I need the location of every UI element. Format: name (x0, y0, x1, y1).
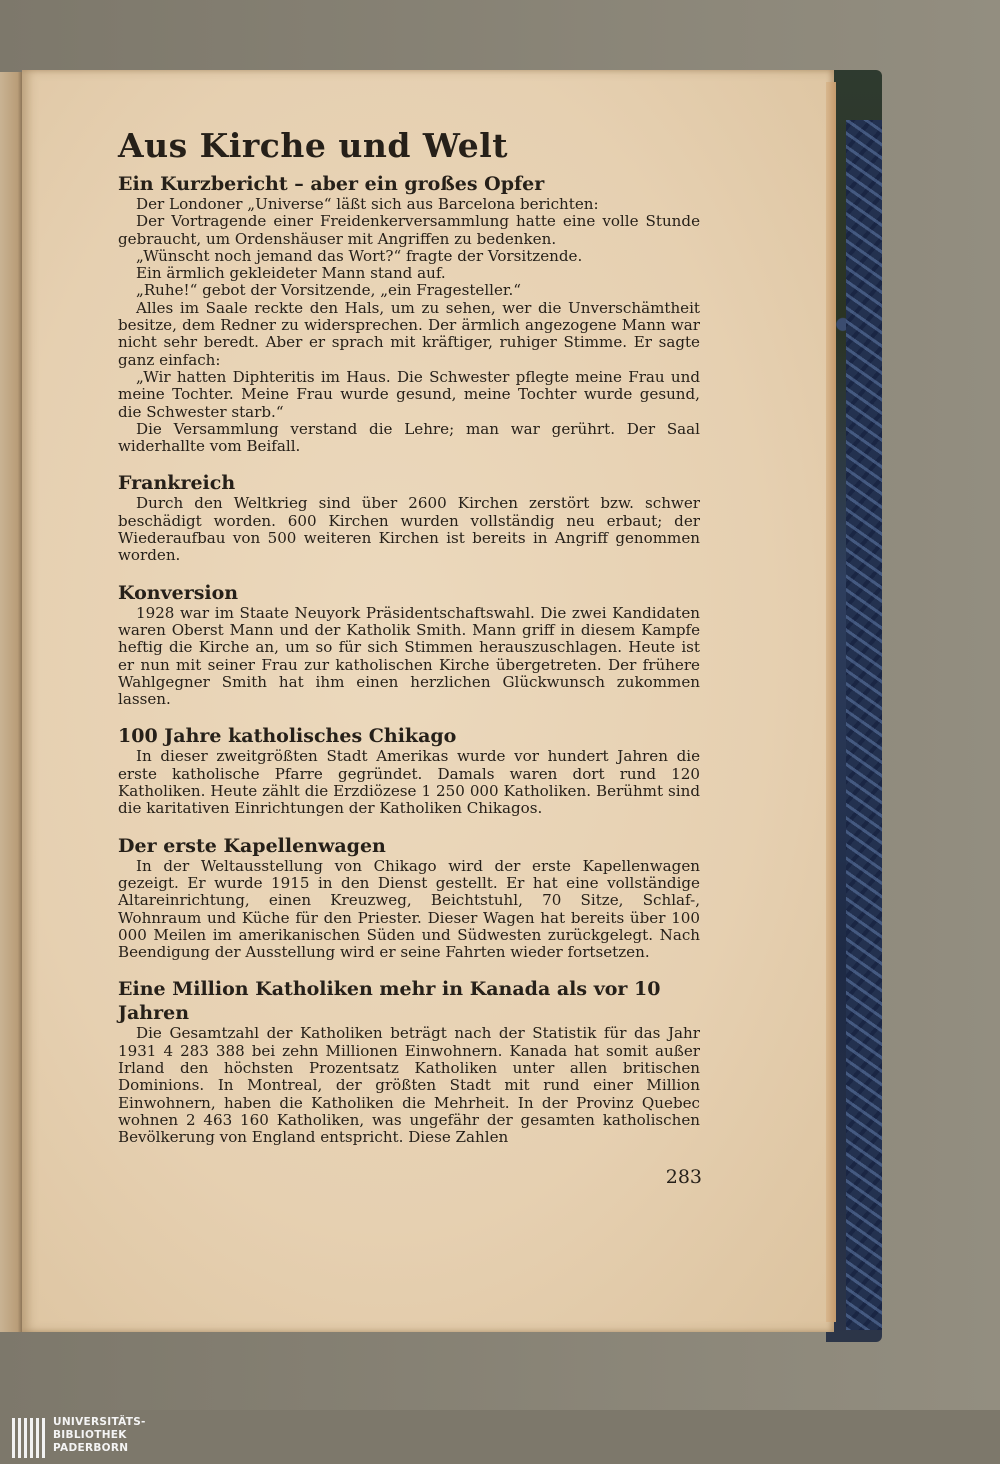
paragraph: Ein ärmlich gekleideter Mann stand auf. (136, 264, 446, 283)
paragraph: Der Londoner „Universe“ läßt sich aus Barcelona berichten: (136, 195, 599, 213)
article-section (118, 581, 700, 709)
library-logo-text (53, 1416, 146, 1455)
article-section (118, 834, 700, 962)
page-title: Aus Kirche und Welt (118, 126, 509, 165)
paragraph: „Wir hatten Diphteritis im Haus. Die Schwester pflegte meine Frau und meine Tochter. Meine Frau wurde gesund, meine Tochter wurde gesund, die Schwester starb.“ (118, 367, 700, 421)
section-heading: Frankreich (118, 472, 236, 495)
article-section (118, 977, 700, 1146)
article-section (118, 471, 700, 564)
page-number: 283 (665, 1166, 702, 1188)
paragraph: „Wünscht noch jemand das Wort?“ fragte der Vorsitzende. (136, 246, 583, 265)
logo-line: PADERBORN (53, 1442, 129, 1454)
section-heading: 100 Jahre katholisches Chikago (118, 725, 457, 748)
marbled-cover-pattern (846, 120, 882, 1330)
section-heading: Eine Million Katholiken mehr in Kanada als vor 10 Jahren (118, 978, 661, 1025)
paragraph: Die Versammlung verstand die Lehre; man war gerührt. Der Saal widerhallte vom Beifall. (118, 419, 700, 456)
paragraph: Der Vortragende einer Freidenkerversammlung hatte eine volle Stunde gebraucht, um Ordenshäuser mit Angriffen zu bedenken. (118, 212, 700, 248)
paragraph: Die Gesamtzahl der Katholiken beträgt nach der Statistik für das Jahr 1931 4 283 388 bei zehn Millionen Einwohnern. Kanada hat somit außer Irland den höchsten Prozentsatz Katholiken unter allen britischen Dominions. In Montreal, der größten Stadt mit rund einer Million Einwohnern, haben die Katholiken die Mehrheit. In der Provinz Quebec wohnen 2 463 160 Katholiken, was ungefähr der gesamten katholischen Bevölkerung von England entspricht. Diese Zahlen (118, 1024, 700, 1147)
article-section (118, 172, 700, 455)
paragraph: In der Weltausstellung von Chikago wird der erste Kapellenwagen gezeigt. Er wurde 1915 in den Dienst gestellt. Er hat eine vollständige Altareinrichtung, einen Kreuzweg, Beichtstuhl, 70 Sitze, Schlaf-, Wohnraum und Küche für den Priester. Dieser Wagen hat bereits über 100 000 Meilen im amerikanischen Süden und Südwesten zurückgelegt. Nach Beendigung der Ausstellung wird er seine Fahrten wieder fortsetzen. (118, 856, 700, 962)
page-text (118, 126, 700, 1162)
book-page (22, 70, 834, 1332)
library-logo-icon (12, 1418, 46, 1458)
section-heading: Ein Kurzbericht – aber ein großes Opfer (118, 173, 545, 195)
page-fore-edge (826, 82, 836, 1322)
paragraph: 1928 war im Staate Neuyork Präsidentschaftswahl. Die zwei Kandidaten waren Oberst Mann und der Katholik Smith. Mann griff in diesem Kampfe heftig die Kirche an, um so für sich Stimmen herauszuschlagen. Heute ist er nun mit seiner Frau zur katholischen Kirche übergetreten. Der frühere Wahlgegner Smith hat ihm einen herzlichen Glückwunsch zukommen lassen. (118, 603, 700, 709)
article-section (118, 724, 700, 817)
section-heading: Der erste Kapellenwagen (118, 834, 386, 857)
library-footer (0, 1410, 1000, 1464)
logo-line: BIBLIOTHEK (53, 1429, 127, 1441)
paragraph: Durch den Weltkrieg sind über 2600 Kirchen zerstört bzw. schwer beschädigt worden. 600 Kirchen wurden vollständig neu erbaut; der Wiederaufbau von 500 weiteren Kirchen ist bereits in Angriff genommen worden. (118, 494, 700, 565)
facing-page-edge (0, 72, 22, 1332)
section-heading: Konversion (118, 581, 239, 604)
logo-line: UNIVERSITÄTS- (53, 1416, 146, 1428)
paragraph: „Ruhe!“ gebot der Vorsitzende, „ein Fragesteller.“ (136, 281, 521, 300)
paragraph: In dieser zweitgrößten Stadt Amerikas wurde vor hundert Jahren die erste katholische Pfarre gegründet. Damals waren dort rund 120 Katholiken. Heute zählt die Erzdiözese 1 250 000 Katholiken. Berühmt sind die karitativen Einrichtungen der Katholiken Chikagos. (118, 747, 700, 818)
paragraph: Alles im Saale reckte den Hals, um zu sehen, wer die Unverschämtheit besitze, dem Redner zu widersprechen. Der ärmlich angezogene Mann war nicht sehr beredt. Aber er sprach mit kräftiger, ruhiger Stimme. Er sagte ganz einfach: (118, 298, 700, 369)
